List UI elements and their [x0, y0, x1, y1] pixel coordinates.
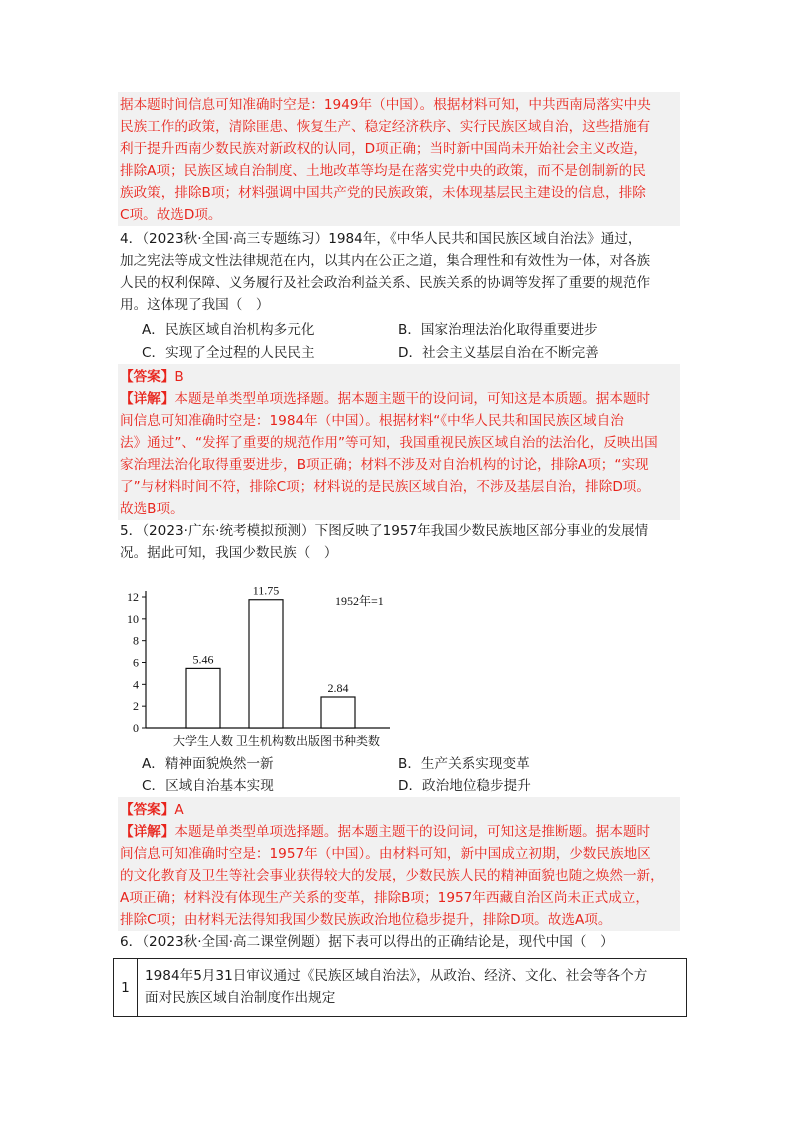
q5-stem-line: 5．（2023·广东·统考模拟预测）下图反映了1957年我国少数民族地区部分事业的发展情 [120, 523, 649, 539]
q4-option-b: B．国家治理法治化取得重要进步 [398, 322, 598, 338]
bar-value-label: 2.84 [327, 680, 349, 695]
y-tick-label: 4 [133, 677, 139, 692]
q4-answer-line [120, 366, 184, 388]
q6-table [113, 958, 687, 1017]
bar-value-label: 11.75 [252, 585, 280, 598]
detail-text: 本题是单类型单项选择题。据本题主题干的设问词，可知这是推断题。据本题时 [174, 824, 651, 840]
table-row-number: 1 [114, 959, 138, 1016]
q5-bar-chart [118, 585, 418, 750]
category-label: 出版图书种类数 [295, 734, 381, 748]
q5-answer-line [120, 799, 184, 821]
category-label: 大学生人数 [172, 734, 234, 748]
y-tick-label: 8 [133, 633, 139, 648]
q3-explanation-line: 族政策，排除B项；材料强调中国共产党的民族政策，未体现基层民主建设的信息，排除 [120, 185, 646, 201]
y-tick-label: 12 [127, 590, 139, 604]
detail-tag: 【详解】 [120, 824, 175, 840]
q5-option-b: B．生产关系实现变革 [398, 756, 530, 772]
category-label: 卫生机构数 [235, 734, 297, 748]
q4-detail-line: 家治理法治化取得重要进步，B项正确；材料不涉及对自治机构的讨论，排除A项；“实现 [120, 457, 649, 473]
bar-value-label: 5.46 [192, 652, 214, 667]
bar [321, 697, 355, 728]
y-tick-label: 2 [133, 699, 139, 714]
q3-explanation-line: 排除A项；民族区域自治制度、土地改革等均是在落实党中央的政策，而不是创制新的民 [120, 163, 646, 179]
q4-detail-line: 故选B项。 [120, 501, 184, 517]
q4-option-d: D．社会主义基层自治在不断完善 [398, 345, 599, 361]
answer-tag: 【答案】 [120, 369, 175, 385]
q4-stem-line: 加之宪法等成文性法律规范在内，以其内在公正之道，集合理性和有效性为一体，对各族 [120, 253, 651, 269]
q4-stem-line: 4．（2023秋·全国·高三专题练习）1984年，《中华人民共和国民族区域自治法》通过， [120, 231, 642, 247]
q5-detail-line: A项正确；材料没有体现生产关系的变革，排除B项；1957年西藏自治区尚未正式成立， [120, 890, 649, 906]
y-tick-label: 10 [127, 611, 139, 626]
answer-value: B [174, 369, 184, 385]
q3-explanation-line: C项。故选D项。 [120, 207, 222, 223]
q5-detail-line [120, 821, 650, 843]
q4-stem-line: 人民的权利保障、义务履行及社会政治利益关系、民族关系的协调等发挥了重要的规范作 [120, 275, 651, 291]
q5-option-c: C．区域自治基本实现 [142, 778, 274, 794]
detail-tag: 【详解】 [120, 391, 175, 407]
q5-detail-line: 间信息可知准确时空是：1957年（中国）。由材料可知，新中国成立初期，少数民族地区 [120, 846, 651, 862]
q4-detail-line [120, 388, 650, 410]
y-tick-label: 0 [133, 721, 139, 735]
q5-option-d: D．政治地位稳步提升 [398, 778, 531, 794]
q5-option-a: A．精神面貌焕然一新 [142, 756, 274, 772]
bar [249, 600, 283, 728]
q4-stem-line: 用。这体现了我国（ ） [120, 297, 270, 313]
q4-option-c: C．实现了全过程的人民民主 [142, 345, 315, 361]
table-cell-line: 1984年5月31日审议通过《民族区域自治法》，从政治、经济、文化、社会等各个方 [145, 968, 648, 984]
q4-detail-line: 间信息可知准确时空是：1984年（中国）。根据材料“《中华人民共和国民族区域自治 [120, 413, 624, 429]
q5-stem-line: 况。据此可知，我国少数民族（ ） [120, 545, 338, 561]
q4-detail-line: 法》通过”、“发挥了重要的规范作用”等可知，我国重视民族区域自治的法治化，反映出国 [120, 435, 658, 451]
bar [186, 668, 220, 728]
q4-detail-line: 了”与材料时间不符，排除C项；材料说的是民族区域自治，不涉及基层自治，排除D项。 [120, 479, 650, 495]
q6-stem: 6．（2023秋·全国·高二课堂例题）据下表可以得出的正确结论是，现代中国（ ） [120, 934, 614, 950]
answer-value: A [174, 802, 184, 818]
answer-tag: 【答案】 [120, 802, 175, 818]
detail-text: 本题是单类型单项选择题。据本题主题干的设问词，可知这是本质题。据本题时 [174, 391, 651, 407]
q5-detail-line: 排除C项；由材料无法得知我国少数民族政治地位稳步提升，排除D项。故选A项。 [120, 912, 612, 928]
table-cell-line: 面对民族区域自治制度作出规定 [145, 990, 336, 1006]
q5-detail-line: 的文化教育及卫生等社会事业获得较大的发展，少数民族人民的精神面貌也随之焕然一新， [120, 868, 664, 884]
y-tick-label: 6 [133, 655, 139, 670]
q4-option-a: A．民族区域自治机构多元化 [142, 322, 315, 338]
q3-explanation-line: 据本题时间信息可知准确时空是：1949年（中国）。根据材料可知，中共西南局落实中央 [120, 97, 651, 113]
q3-explanation-line: 民族工作的政策，清除匪患、恢复生产、稳定经济秩序、实行民族区域自治，这些措施有 [120, 119, 651, 135]
chart-annotation: 1952年=1 [335, 594, 384, 608]
q3-explanation-line: 利于提升西南少数民族对新政权的认同，D项正确；当时新中国尚未开始社会主义改造， [120, 141, 648, 157]
